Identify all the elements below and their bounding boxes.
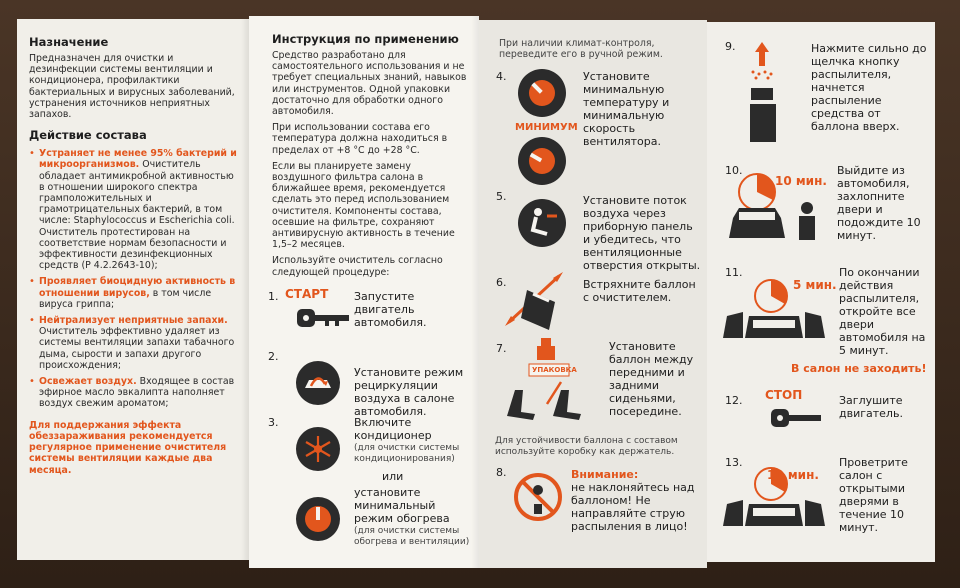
instructions-title: Инструкция по применению [272, 32, 459, 46]
step-8-text: не наклоняйтесь над баллоном! Не направляйте струю распыления в лицо! [571, 481, 695, 533]
bullet-bacteria-highlight: Устраняет не менее 95% бактерий и микроорганизмов. [39, 148, 237, 171]
step-7-text: Установите баллон между передними и задними сиденьями, посередине. [609, 340, 694, 418]
step-13-number: 13. [725, 456, 743, 469]
spray-can-icon [745, 42, 779, 142]
bullet-virus-text: в том числе вируса гриппа; [39, 287, 212, 310]
ventilate-10-min-label: 10 мин. [767, 468, 819, 482]
panel-purpose [17, 19, 249, 560]
climate-control-note: При наличии климат-контроля, переведите его в ручной режим. [499, 38, 663, 61]
bullet-fresh-highlight: Освежает воздух. [39, 376, 137, 388]
step-9-text: Нажмите сильно до щелчка кнопку распылителя, начнется распыление средства от баллона вверх. [811, 42, 927, 133]
box-label: УПАКОВКА [532, 366, 577, 374]
bullet-fresh [29, 376, 239, 410]
no-lean-warning-icon [513, 472, 563, 522]
intro-paragraph: Средство разработано для самостоятельного использования и не требует специальных знаний, навыков или инструментов. Одной упаковки достаточно для обработки одного автомобиля. [272, 50, 467, 118]
regular-use-note: Для поддержания эффекта обеззараживания рекомендуется регулярное применение очистителя системы вентиляции каждые два месяца. [29, 419, 227, 476]
stop-label: СТОП [765, 388, 803, 402]
procedure-paragraph: Используйте очиститель согласно следующей процедуре: [272, 255, 443, 278]
fold-shadow [241, 19, 249, 560]
step-1-number: 1. [268, 290, 279, 303]
step-4-text: Установите минимальную температуру и минимальную скорость вентилятора. [583, 70, 670, 148]
bullet-bacteria-text: Очиститель обладает антимикробной активностью в отношении широкого спектра грамположительных и грамотрицательных бактерий, в том числе: Staphylococcus и Escherichia coli. Очиститель протестирован на соответствие нормам безопасности и эффективности дезинфекционных средств (Р 4.2.2643-10); [39, 159, 235, 272]
step-7-note: Для устойчивости баллона с составом используйте коробку как держатель. [495, 436, 678, 457]
step-5-number: 5. [496, 190, 507, 203]
purpose-title: Назначение [29, 35, 109, 49]
bullet-odor-text: Очиститель эффективно удаляет из системы вентиляции запахи табачного дыма, сырости и запахи другого происхождения; [39, 326, 235, 371]
do-not-enter-warning: В салон не заходить! [791, 362, 927, 375]
step-3-text-alt: установите минимальный режим обогрева [354, 486, 450, 525]
step-6-text: Встряхните баллон с очистителем. [583, 278, 696, 304]
step-11-number: 11. [725, 266, 743, 279]
step-7-number: 7. [496, 342, 507, 355]
bullet-odor-highlight: Нейтрализует неприятные запахи. [39, 315, 228, 327]
panel-steps-4-8 [479, 20, 707, 568]
step-8-number: 8. [496, 466, 507, 479]
step-3-note: (для очистки системы кондиционирования) [354, 443, 460, 464]
step-6-number: 6. [496, 276, 507, 289]
step-2-text: Установите режим рециркуляции воздуха в салоне автомобиля. [354, 366, 464, 418]
recirculation-icon [295, 360, 341, 406]
step-10-text: Выйдите из автомобиля, захлопните двери и подождите 10 минут. [837, 164, 921, 242]
step-3-or: или [382, 470, 404, 483]
bullet-bacteria [29, 148, 239, 271]
step-3-text: Включите кондиционер [354, 416, 432, 442]
purpose-text: Предназначен для очистки и дезинфекции системы вентиляции и кондиционера, профилактики бактериальных и вирусных заболеваний, устранения источников неприятных запахов. [29, 53, 235, 121]
wait-10-min-label: 10 мин. [775, 174, 827, 188]
filter-paragraph: Если вы планируете замену воздушного фильтра салона в ближайшее время, рекомендуется сделать это перед использованием очистителя. Компоненты состава, осевшие на фильтре, сохраняют антивирусную активность в течение 1,5–2 месяцев. [272, 160, 455, 251]
step-12-number: 12. [725, 394, 743, 407]
key-icon [295, 305, 353, 331]
temperature-knob-icon [517, 68, 567, 118]
step-3-number: 3. [268, 416, 279, 429]
warning-label: Внимание: [571, 468, 639, 481]
step-11-text: По окончании действия распылителя, откройте все двери автомобиля на 5 минут. [839, 266, 926, 357]
step-2-number: 2. [268, 350, 279, 363]
step-13-text: Проветрите салон с открытыми дверями в течение 10 минут. [839, 456, 908, 534]
temperature-paragraph: При использовании состава его температура должна находиться в пределах от +8 °С до +28 °С. [272, 122, 448, 156]
panel-steps-9-13 [707, 22, 935, 562]
seat-placement-icon [503, 338, 585, 422]
step-12-text: Заглушите двигатель. [839, 394, 903, 420]
step-9-number: 9. [725, 40, 736, 53]
bullet-fresh-text: Входящее в состав эфирное масло эвкалипта наполняет воздух свежим ароматом; [39, 376, 235, 410]
start-label: СТАРТ [285, 287, 329, 301]
key-icon-stop [769, 406, 823, 430]
bullet-virus-highlight: Проявляет биоцидную активность в отношении вирусов, [39, 276, 236, 299]
fold-shadow [471, 16, 479, 568]
step-10-number: 10. [725, 164, 743, 177]
panel-instructions [249, 16, 479, 568]
minimum-label: МИНИМУМ [515, 122, 578, 133]
wait-5-min-label: 5 мин. [793, 278, 837, 292]
bullet-odor [29, 315, 239, 371]
action-title: Действие состава [29, 128, 147, 143]
air-vent-icon [517, 198, 567, 248]
step-1-text: Запустите двигатель автомобиля. [354, 290, 427, 329]
step-5-text: Установите поток воздуха через приборную панель и убедитесь, что вентиляционные отверстия открыты. [583, 194, 701, 272]
shake-can-icon [503, 268, 575, 334]
step-3-note-alt: (для очистки системы обогрева и вентиляции) [354, 526, 470, 547]
fan-speed-knob-icon [517, 136, 567, 186]
heating-knob-icon [295, 496, 341, 542]
snowflake-icon [295, 426, 341, 472]
bullet-virus [29, 276, 239, 310]
step-4-number: 4. [496, 70, 507, 83]
